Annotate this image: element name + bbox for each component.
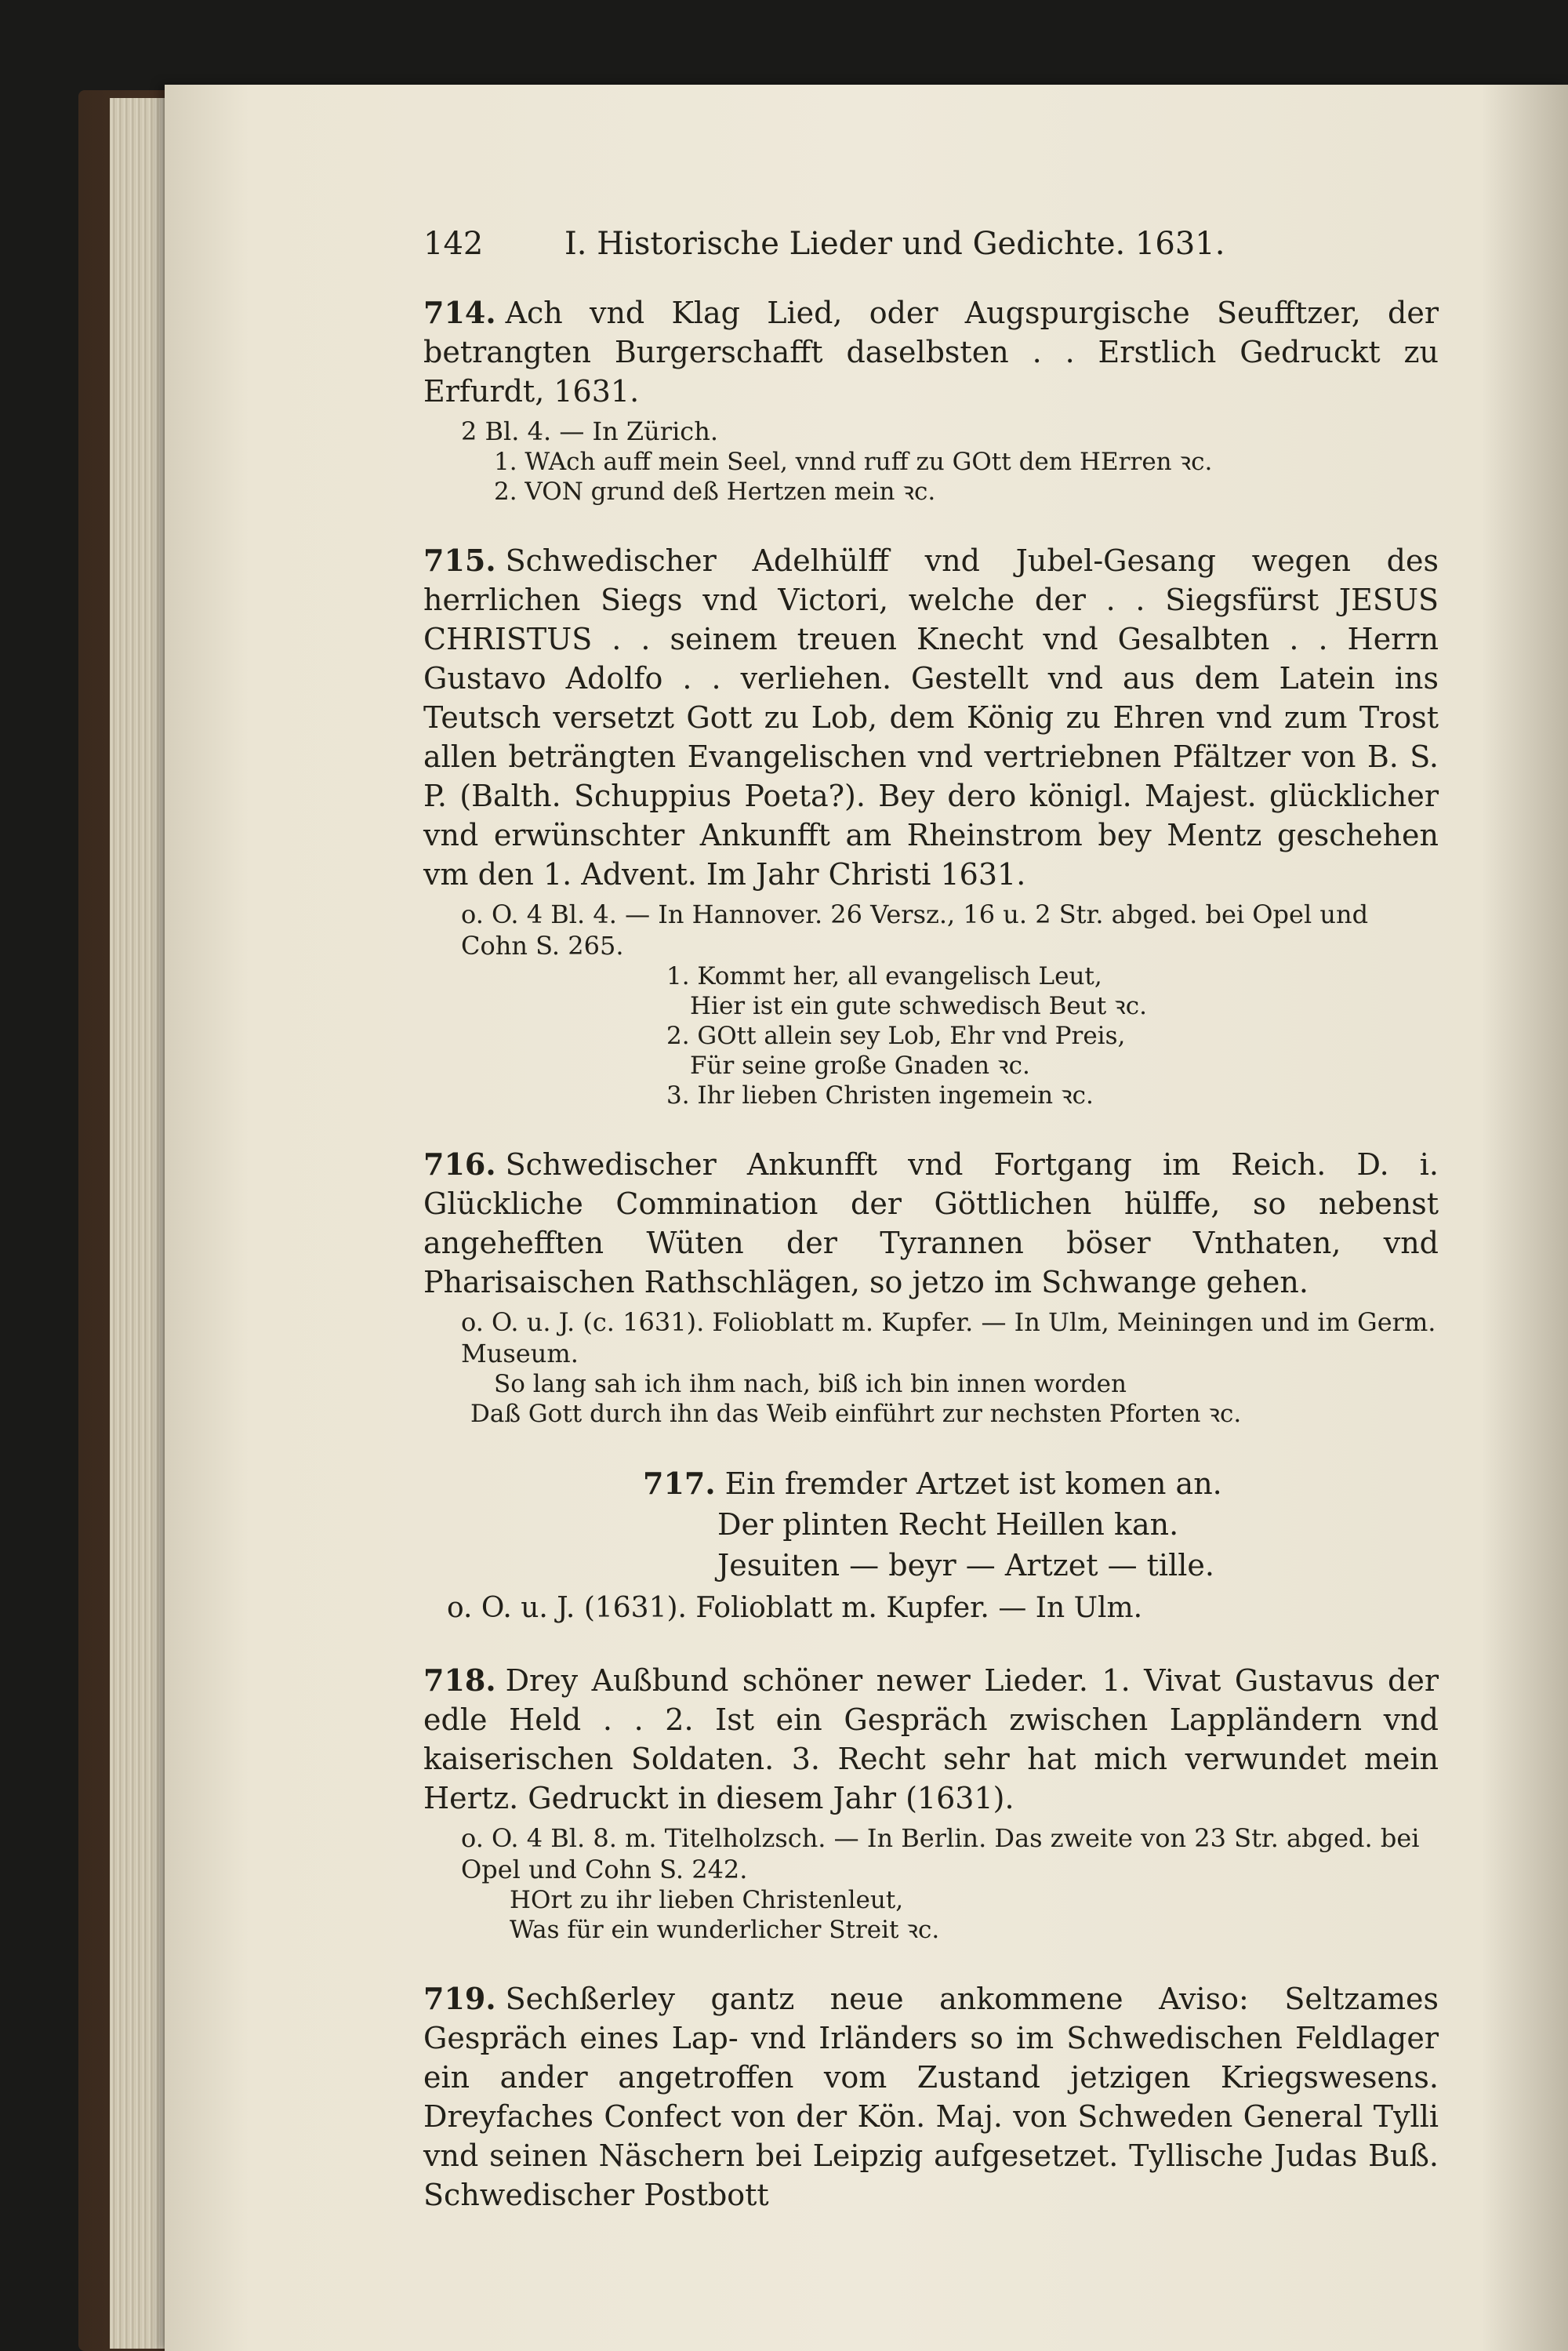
incipit-line: So lang sah ich ihm nach, biß ich bin innen worden [494,1370,1127,1398]
running-head [423,227,1439,260]
page-gutter-shadow [1482,85,1568,2351]
incipit-line: Für seine große Gnaden ꝛc. [690,1052,1030,1080]
entry-meta: 2 Bl. 4. — In Zürich. [461,416,718,446]
entry-number: 716. [423,1146,496,1182]
entry-meta: o. O. 4 Bl. 4. — In Hannover. 26 Versz., 16 u. 2 Str. abged. bei Opel und Cohn S. 265. [461,899,1369,961]
entry-title-line: 717. Ein fremder Artzet ist komen an. [643,1466,1222,1501]
page-text [423,227,1439,2215]
entry-meta: o. O. 4 Bl. 8. m. Titelholzsch. — In Berlin. Das zweite von 23 Str. abged. bei Opel und Cohn S. 242. [461,1823,1420,1884]
entry-title [423,1661,1439,1818]
entry-714 [423,293,1439,507]
entry-717 [423,1463,1439,1626]
incipit-line: Was für ein wunderlicher Streit ꝛc. [510,1916,940,1944]
entry-716 [423,1145,1439,1429]
entry-number: 715. [423,543,496,578]
entry-719 [423,1979,1439,2215]
entry-718 [423,1661,1439,1945]
incipit-line: Daß Gott durch ihn das Weib einführt zur nechsten Pforten ꝛc. [470,1400,1242,1428]
incipit-line: 2. GOtt allein sey Lob, Ehr vnd Preis, [666,1022,1126,1050]
entry-title-text: Sechßerley gantz neue ankommene Aviso: Seltzames Gespräch eines Lap- vnd Irländers so im Schwedischen Feldlager ein ander angetroffen vom Zustand jetzigen Kriegswesens. Dreyfaches Confect von der Kön. Maj. von Schweden General Tylli vnd seinen Näschern bei Leipzig aufgesetzet. Tyllische Judas Buß. Schwedischer Postbott [423,1982,1439,2212]
entry-number: 714. [423,295,496,330]
incipit-line: 1. Kommt her, all evangelisch Leut, [666,962,1102,990]
incipit-line: 2. VON grund deß Hertzen mein ꝛc. [494,478,936,506]
page-edges [110,98,172,2349]
entry-title [423,541,1439,894]
page-number: 142 [423,226,484,262]
entry-number: 718. [423,1662,496,1698]
entry-title [423,293,1439,411]
incipit-line: 1. WAch auff mein Seel, vnnd ruff zu GOtt dem HErren ꝛc. [494,448,1213,476]
entry-title-text: Drey Außbund schöner newer Lieder. 1. Vivat Gustavus der edle Held . . 2. Ist ein Gespräch zwischen Lappländern vnd kaiserischen Soldaten. 3. Recht sehr hat mich verwundet mein Hertz. Gedruckt in diesem Jahr (1631). [423,1663,1439,1815]
incipit-line: HOrt zu ihr lieben Christenleut, [510,1886,904,1914]
entry-title-text: Schwedischer Ankunfft vnd Fortgang im Reich. D. i. Glückliche Commination der Göttlichen hülffe, so nebenst angehefften Wüten der Tyrannen böser Vnthaten, vnd Pharisaischen Rathschlägen, so jetzo im Schwange gehen. [423,1147,1439,1299]
entry-meta: o. O. u. J. (c. 1631). Folioblatt m. Kupfer. — In Ulm, Meiningen und im Germ. Museum. [461,1307,1436,1368]
entry-715 [423,541,1439,1110]
entry-title-line: Jesuiten — beyr — Artzet — tille. [717,1548,1214,1582]
entry-number: 719. [423,1981,496,2016]
entry-meta: o. O. u. J. (1631). Folioblatt m. Kupfer. — In Ulm. [447,1592,1143,1624]
incipit-line: Hier ist ein gute schwedisch Beut ꝛc. [690,992,1147,1020]
entry-title [423,1145,1439,1302]
entry-number: 717. [643,1466,716,1501]
running-title: I. Historische Lieder und Gedichte. 1631. [564,226,1225,262]
entry-title [643,1463,1439,1586]
entry-title-text: Schwedischer Adelhülff vnd Jubel-Gesang wegen des herrlichen Siegs vnd Victori, welche der . . Siegsfürst JESUS CHRISTUS . . seinem treuen Knecht vnd Gesalbten . . Herrn Gustavo Adolfo . . verliehen. Gestellt vnd aus dem Latein ins Teutsch versetzt Gott zu Lob, dem König zu Ehren vnd zum Trost allen beträngten Evangelischen vnd vertriebnen Pfältzer von B. S. P. (Balth. Schuppius Poeta?). Bey dero königl. Majest. glücklicher vnd erwünschter Ankunfft am Rheinstrom bey Mentz geschehen vm den 1. Advent. Im Jahr Christi 1631. [423,543,1439,892]
entry-title-line: Der plinten Recht Heillen kan. [717,1507,1179,1542]
entry-title [423,1979,1439,2215]
incipit-line: 3. Ihr lieben Christen ingemein ꝛc. [666,1081,1094,1110]
entry-title-text: Ach vnd Klag Lied, oder Augspurgische Seufftzer, der betrangten Burgerschafft daselbsten . . Erstlich Gedruckt zu Erfurdt, 1631. [423,296,1439,409]
